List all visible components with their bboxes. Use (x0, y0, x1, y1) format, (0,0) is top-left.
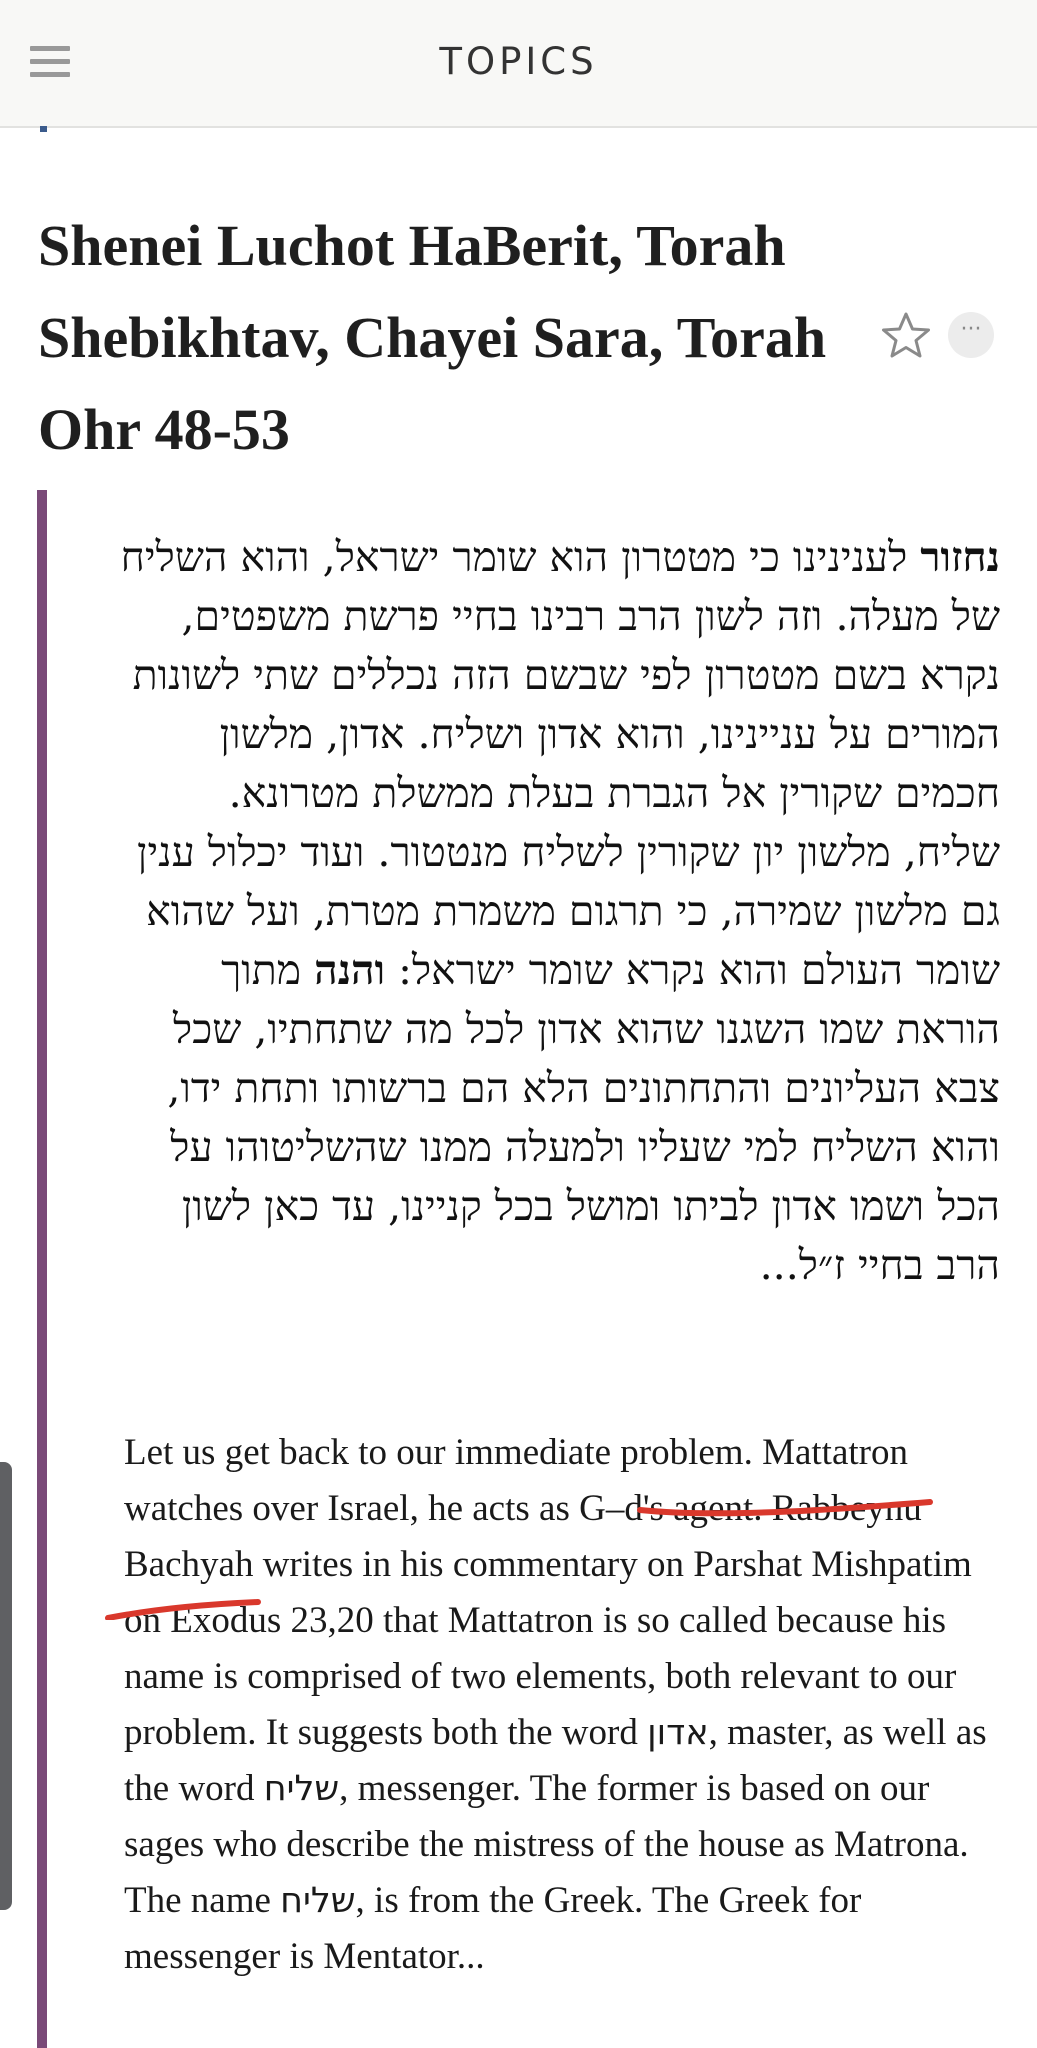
english-text-part3: , messenger. The former is based on our sages who describe the mistress of the house as Matrona. The name (124, 1768, 969, 1921)
scrollbar-handle[interactable] (0, 1462, 12, 1910)
star-icon[interactable] (880, 310, 932, 362)
english-text-part2: , master, as well as the word (124, 1712, 987, 1809)
english-translation (124, 1425, 1004, 1985)
english-text-part4: , is from the Greek. The Greek for messenger is Mentator... (124, 1880, 862, 1977)
page-title: Shenei Luchot HaBerit, Torah Shebikhtav, Chayei Sara, Torah Ohr 48-53 (38, 213, 827, 462)
hebrew-word-adon: אדון (647, 1713, 709, 1753)
hebrew-text-part1: לענינינו כי מטטרון הוא שומר ישראל, והוא השליח של מעלה. וזה לשון הרב רבינו בחיי פרשת משפטים, נקרא בשם מטטרון לפי שבשם הזה נכללים שתי לשונות המורים על עניינינו, והוא אדון ושליח. אדון, מלשון חכמים שקורין אל הגברת בעלת ממשלת מטרונא. שליח, מלשון יון שקורין לשליח מנטטור. ועוד יכלול ענין גם מלשון שמירה, כי תרגום משמרת מטרת, ועל שהוא שומר העולם והוא נקרא שומר ישראל: (120, 533, 1000, 994)
source-color-bar (37, 490, 47, 2048)
hebrew-text-part2: מתוך הוראת שמו השגנו שהוא אדון לכל מה שתחתיו, שכל צבא העליונים והתחתונים הלא הם ברשותו ותחת ידו, והוא השליח למי שעליו ולמעלה ממנו שהשליטוהו על הכל ושמו אדון לביתו ומושל בכל קניינו, עד כאן לשון הרב בחיי ז״ל... (167, 946, 1000, 1289)
hebrew-bold-word: והנה (314, 946, 386, 994)
tab-indicator (40, 126, 47, 132)
hebrew-text (120, 528, 1000, 1295)
topbar-title: TOPICS (439, 40, 598, 83)
hebrew-word-shaliach-2: שליח (280, 1881, 356, 1921)
more-options-icon[interactable]: ··· (948, 312, 994, 358)
top-bar (0, 0, 1037, 128)
hebrew-word-shaliach: שליח (263, 1769, 340, 1809)
hebrew-lead-word: נחזור (920, 533, 1000, 581)
english-text-part1: Let us get back to our immediate problem. Mattatron watches over Israel, he acts as G–d's agent. Rabbeynu Bachyah writes in his commentary on Parshat Mishpatim on Exodus 23,20 that Mattatron is so called because his name is comprised of two elements, both relevant to our problem. It suggests both the word (124, 1432, 972, 1753)
